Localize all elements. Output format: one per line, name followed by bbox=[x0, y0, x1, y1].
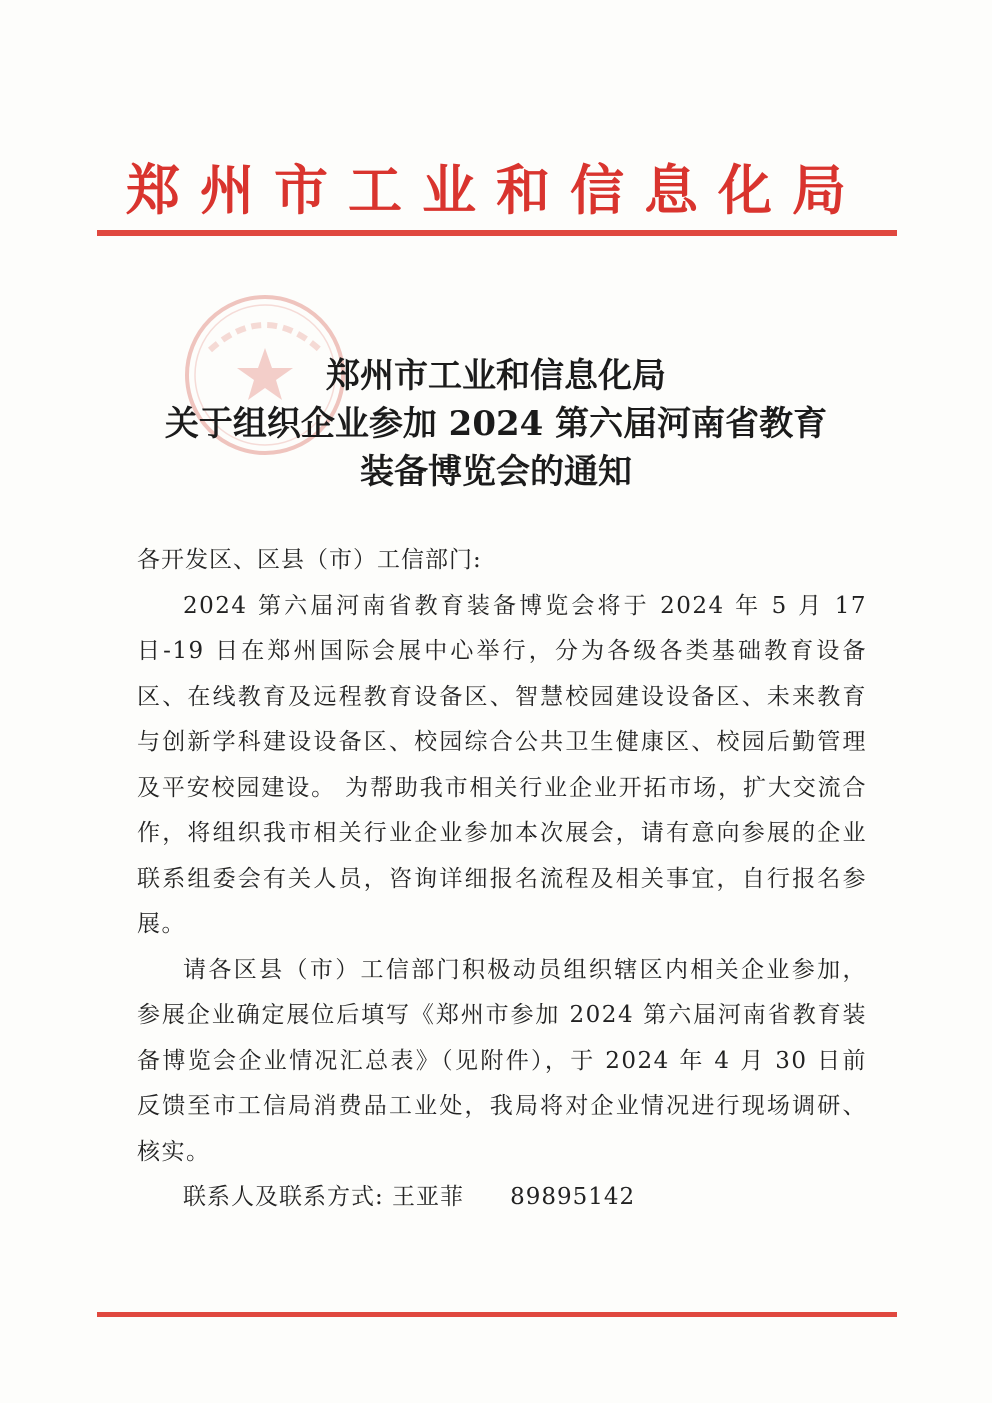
paragraph-registration-request: 请各区县（市）工信部门积极动员组织辖区内相关企业参加，参展企业确定展位后填写《郑州市参加 2024 第六届河南省教育装备博览会企业情况汇总表》（见附件），于 2024 年 4 月 30 日前反馈至市工信局消费品工业处，我局将对企业情况进行现场调研、核实。 bbox=[137, 956, 867, 1165]
paragraph-exhibition-info: 2024 第六届河南省教育装备博览会将于 2024 年 5 月 17 日-19 日在郑州国际会展中心举行，分为各级各类基础教育设备区、在线教育及远程教育设备区、智慧校园建设设备区、未来教育与创新学科建设设备区、校园综合公共卫生健康区、校园后勤管理及平安校园建设。 为帮助我市相关行业企业开拓市场，扩大交流合作，将组织我市相关行业企业参加本次展会，请有意向参展的企业联系组委会有关人员，咨询详细报名流程及相关事宜，自行报名参展。 bbox=[137, 592, 867, 937]
notice-body bbox=[137, 538, 867, 1221]
title-line-3: 装备博览会的通知 bbox=[360, 452, 632, 492]
letterhead-title: 郑州市工业和信息化局 bbox=[126, 158, 866, 222]
notice-title bbox=[96, 352, 896, 496]
letterhead-red-rule bbox=[97, 230, 897, 236]
title-line-1: 郑州市工业和信息化局 bbox=[326, 356, 666, 396]
contact-person: 联系人及联系方式: 王亚菲 bbox=[183, 1184, 465, 1210]
title-line-2: 关于组织企业参加 2024 第六届河南省教育 bbox=[164, 404, 828, 444]
salutation: 各开发区、区县（市）工信部门: bbox=[137, 547, 482, 573]
contact-line bbox=[137, 1175, 867, 1221]
footer-red-rule bbox=[97, 1312, 897, 1317]
contact-phone: 89895142 bbox=[510, 1184, 636, 1210]
